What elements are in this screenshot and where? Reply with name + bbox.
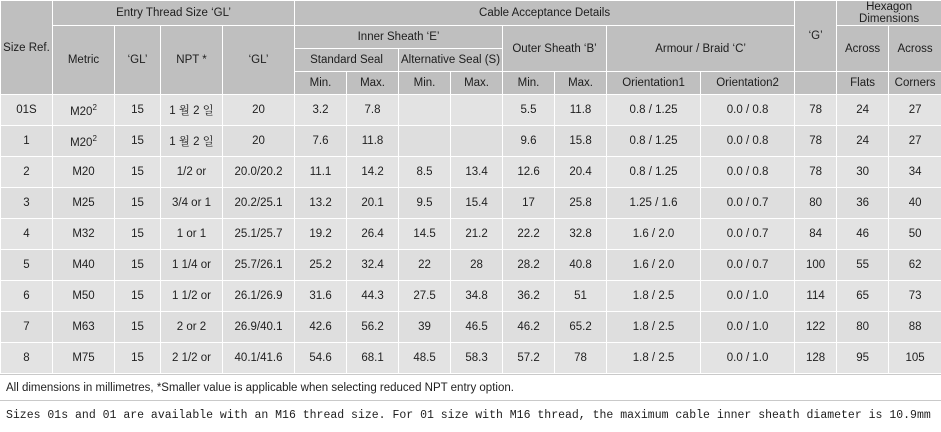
table-row (1, 126, 941, 157)
cell-alternative-seal-max: 15.4 (451, 188, 503, 219)
cell-standard-seal-min: 42.6 (295, 312, 347, 343)
header-armour-braid: Armour / Braid ‘C’ (607, 26, 795, 72)
cell-size-ref: 2 (1, 157, 53, 188)
header-gl-1: ‘GL’ (115, 26, 161, 95)
cell-gl-2: 20.2/25.1 (223, 188, 295, 219)
cell-across-corners: 62 (889, 250, 941, 281)
cell-across-flats: 65 (837, 281, 889, 312)
cell-g: 78 (795, 126, 837, 157)
cell-alternative-seal-min: 48.5 (399, 343, 451, 374)
cell-size-ref: 01S (1, 95, 53, 126)
cell-orientation2: 0.0 / 1.0 (701, 281, 795, 312)
cell-orientation1: 1.25 / 1.6 (607, 188, 701, 219)
cell-across-corners: 50 (889, 219, 941, 250)
metric-superscript: 2 (92, 133, 97, 143)
cell-orientation2: 0.0 / 1.0 (701, 312, 795, 343)
cell-standard-seal-min: 25.2 (295, 250, 347, 281)
header-standard-seal-max: Max. (347, 72, 399, 95)
cell-metric: M25 (53, 188, 115, 219)
cell-size-ref: 5 (1, 250, 53, 281)
cell-gl-1: 15 (115, 95, 161, 126)
cell-size-ref: 8 (1, 343, 53, 374)
header-across-flats-bottom: Flats (837, 72, 889, 95)
header-inner-sheath: Inner Sheath ‘E’ (295, 26, 503, 49)
cell-npt: 2 1/2 or (161, 343, 223, 374)
header-cable-acceptance: Cable Acceptance Details (295, 1, 795, 26)
cell-gl-2: 25.1/25.7 (223, 219, 295, 250)
cell-standard-seal-min: 13.2 (295, 188, 347, 219)
cell-orientation1: 1.8 / 2.5 (607, 281, 701, 312)
cell-npt: 1 월 2 일 (161, 126, 223, 157)
cell-standard-seal-max: 32.4 (347, 250, 399, 281)
cell-standard-seal-min: 31.6 (295, 281, 347, 312)
cell-metric: $M20^2$ (53, 126, 115, 157)
cell-npt: 1 or 1 (161, 219, 223, 250)
cell-npt: 1 1/4 or (161, 250, 223, 281)
cell-npt: 1 월 2 일 (161, 95, 223, 126)
cell-orientation2: 0.0 / 0.8 (701, 95, 795, 126)
cell-outer-sheath-max: 40.8 (555, 250, 607, 281)
header-across-flats-top: Across (837, 26, 889, 72)
cell-gl-2: 20 (223, 95, 295, 126)
cell-gl-2: 20.0/20.2 (223, 157, 295, 188)
cell-across-flats: 24 (837, 126, 889, 157)
cell-orientation1: 1.6 / 2.0 (607, 250, 701, 281)
cell-standard-seal-min: 3.2 (295, 95, 347, 126)
table-row (1, 157, 941, 188)
cell-outer-sheath-max: 11.8 (555, 95, 607, 126)
header-entry-thread: Entry Thread Size ‘GL’ (53, 1, 295, 26)
cell-across-flats: 80 (837, 312, 889, 343)
cell-outer-sheath-min: 36.2 (503, 281, 555, 312)
cell-g: 78 (795, 95, 837, 126)
cell-npt: 2 or 2 (161, 312, 223, 343)
cell-orientation2: 0.0 / 1.0 (701, 343, 795, 374)
cell-alternative-seal-max (451, 126, 503, 157)
cell-standard-seal-min: 11.1 (295, 157, 347, 188)
header-standard-seal: Standard Seal (295, 49, 399, 72)
cell-g: 100 (795, 250, 837, 281)
cell-gl-2: 20 (223, 126, 295, 157)
cell-outer-sheath-min: 57.2 (503, 343, 555, 374)
cell-standard-seal-max: 7.8 (347, 95, 399, 126)
header-alternative-seal-min: Min. (399, 72, 451, 95)
cell-metric: M63 (53, 312, 115, 343)
header-orientation2: Orientation2 (701, 72, 795, 95)
cell-standard-seal-min: 7.6 (295, 126, 347, 157)
cell-standard-seal-max: 26.4 (347, 219, 399, 250)
cell-across-corners: 27 (889, 95, 941, 126)
cell-standard-seal-max: 14.2 (347, 157, 399, 188)
cell-gl-1: 15 (115, 188, 161, 219)
cell-orientation2: 0.0 / 0.7 (701, 219, 795, 250)
cell-metric: M32 (53, 219, 115, 250)
cell-npt: 1/2 or (161, 157, 223, 188)
cell-orientation2: 0.0 / 0.8 (701, 126, 795, 157)
cell-outer-sheath-max: 32.8 (555, 219, 607, 250)
cell-outer-sheath-max: 25.8 (555, 188, 607, 219)
header-metric: Metric (53, 26, 115, 95)
cell-alternative-seal-min: 22 (399, 250, 451, 281)
cell-standard-seal-min: 19.2 (295, 219, 347, 250)
cell-outer-sheath-min: 12.6 (503, 157, 555, 188)
cell-gl-2: 26.1/26.9 (223, 281, 295, 312)
cell-across-corners: 27 (889, 126, 941, 157)
cell-outer-sheath-min: 46.2 (503, 312, 555, 343)
cell-alternative-seal-min: 9.5 (399, 188, 451, 219)
cell-size-ref: 4 (1, 219, 53, 250)
cell-metric: M75 (53, 343, 115, 374)
cell-gl-1: 15 (115, 250, 161, 281)
cell-size-ref: 7 (1, 312, 53, 343)
header-across-corners-top: Across (889, 26, 941, 72)
cell-gl-1: 15 (115, 219, 161, 250)
cell-alternative-seal-max: 46.5 (451, 312, 503, 343)
cell-across-corners: 34 (889, 157, 941, 188)
cell-alternative-seal-max: 28 (451, 250, 503, 281)
cell-alternative-seal-max: 34.8 (451, 281, 503, 312)
cell-gl-1: 15 (115, 157, 161, 188)
cell-across-flats: 36 (837, 188, 889, 219)
cell-outer-sheath-min: 17 (503, 188, 555, 219)
cell-standard-seal-max: 11.8 (347, 126, 399, 157)
cell-across-corners: 105 (889, 343, 941, 374)
table-body (1, 95, 941, 374)
cell-alternative-seal-min: 39 (399, 312, 451, 343)
cell-metric: M20 (53, 157, 115, 188)
table-row (1, 188, 941, 219)
cell-alternative-seal-min (399, 126, 451, 157)
cell-metric: M40 (53, 250, 115, 281)
header-standard-seal-min: Min. (295, 72, 347, 95)
cell-outer-sheath-max: 65.2 (555, 312, 607, 343)
footnote-m16-thread: Sizes 01s and 01 are available with an M16 thread size. For 01 size with M16 thread, the maximum cable inner sheath diameter is 10.9mm (0, 400, 941, 428)
header-orientation1: Orientation1 (607, 72, 701, 95)
cell-alternative-seal-max: 21.2 (451, 219, 503, 250)
cell-outer-sheath-min: 28.2 (503, 250, 555, 281)
cell-alternative-seal-min: 14.5 (399, 219, 451, 250)
cell-g: 122 (795, 312, 837, 343)
cell-alternative-seal-max: 58.3 (451, 343, 503, 374)
cell-outer-sheath-max: 20.4 (555, 157, 607, 188)
cell-orientation1: 0.8 / 1.25 (607, 157, 701, 188)
table-row (1, 281, 941, 312)
cell-alternative-seal-min (399, 95, 451, 126)
cell-across-corners: 88 (889, 312, 941, 343)
header-npt: NPT * (161, 26, 223, 95)
table-row (1, 95, 941, 126)
cell-across-flats: 30 (837, 157, 889, 188)
cell-outer-sheath-max: 78 (555, 343, 607, 374)
cell-outer-sheath-min: 22.2 (503, 219, 555, 250)
cell-size-ref: 6 (1, 281, 53, 312)
cell-alternative-seal-min: 27.5 (399, 281, 451, 312)
header-outer-sheath-max: Max. (555, 72, 607, 95)
table-row (1, 312, 941, 343)
cell-standard-seal-min: 54.6 (295, 343, 347, 374)
cell-orientation1: 1.6 / 2.0 (607, 219, 701, 250)
cell-orientation1: 1.8 / 2.5 (607, 343, 701, 374)
cell-standard-seal-max: 56.2 (347, 312, 399, 343)
footnote-dimensions: All dimensions in millimetres, *Smaller value is applicable when selecting reduced NPT entry option. (0, 374, 941, 400)
cell-standard-seal-max: 20.1 (347, 188, 399, 219)
header-outer-sheath: Outer Sheath ‘B’ (503, 26, 607, 72)
cell-across-flats: 95 (837, 343, 889, 374)
cell-g: 84 (795, 219, 837, 250)
cell-across-corners: 40 (889, 188, 941, 219)
cell-gl-1: 15 (115, 126, 161, 157)
header-across-corners-bottom: Corners (889, 72, 941, 95)
cell-outer-sheath-min: 5.5 (503, 95, 555, 126)
table-row (1, 343, 941, 374)
cell-size-ref: 1 (1, 126, 53, 157)
cell-alternative-seal-min: 8.5 (399, 157, 451, 188)
cell-orientation1: 0.8 / 1.25 (607, 126, 701, 157)
cell-outer-sheath-max: 51 (555, 281, 607, 312)
cell-gl-2: 26.9/40.1 (223, 312, 295, 343)
cell-across-corners: 73 (889, 281, 941, 312)
header-size-ref: Size Ref. (1, 1, 53, 95)
cell-standard-seal-max: 68.1 (347, 343, 399, 374)
cell-alternative-seal-max: 13.4 (451, 157, 503, 188)
cell-gl-1: 15 (115, 281, 161, 312)
cell-g: 128 (795, 343, 837, 374)
header-g-blank (795, 72, 837, 95)
cell-across-flats: 24 (837, 95, 889, 126)
cell-g: 114 (795, 281, 837, 312)
table-row (1, 250, 941, 281)
cell-across-flats: 55 (837, 250, 889, 281)
cell-metric: M50 (53, 281, 115, 312)
cell-across-flats: 46 (837, 219, 889, 250)
cell-gl-1: 15 (115, 312, 161, 343)
cell-gl-1: 15 (115, 343, 161, 374)
cell-alternative-seal-max (451, 95, 503, 126)
cell-npt: 1 1/2 or (161, 281, 223, 312)
cell-metric: $M20^2$ (53, 95, 115, 126)
header-gl-2: ‘GL’ (223, 26, 295, 95)
cell-outer-sheath-min: 9.6 (503, 126, 555, 157)
cell-gl-2: 25.7/26.1 (223, 250, 295, 281)
table-header (1, 1, 941, 95)
cell-g: 80 (795, 188, 837, 219)
header-alternative-seal: Alternative Seal (S) (399, 49, 503, 72)
cell-orientation1: 0.8 / 1.25 (607, 95, 701, 126)
header-hexagon-dimensions: Hexagon Dimensions (837, 1, 941, 26)
cell-gl-2: 40.1/41.6 (223, 343, 295, 374)
cell-orientation2: 0.0 / 0.8 (701, 157, 795, 188)
cell-size-ref: 3 (1, 188, 53, 219)
header-g: ‘G’ (795, 1, 837, 72)
metric-superscript: 2 (92, 102, 97, 112)
cell-g: 78 (795, 157, 837, 188)
cell-orientation2: 0.0 / 0.7 (701, 250, 795, 281)
cell-orientation2: 0.0 / 0.7 (701, 188, 795, 219)
cell-standard-seal-max: 44.3 (347, 281, 399, 312)
cell-npt: 3/4 or 1 (161, 188, 223, 219)
cell-outer-sheath-max: 15.8 (555, 126, 607, 157)
table-row (1, 219, 941, 250)
header-alternative-seal-max: Max. (451, 72, 503, 95)
header-outer-sheath-min: Min. (503, 72, 555, 95)
cell-orientation1: 1.8 / 2.5 (607, 312, 701, 343)
